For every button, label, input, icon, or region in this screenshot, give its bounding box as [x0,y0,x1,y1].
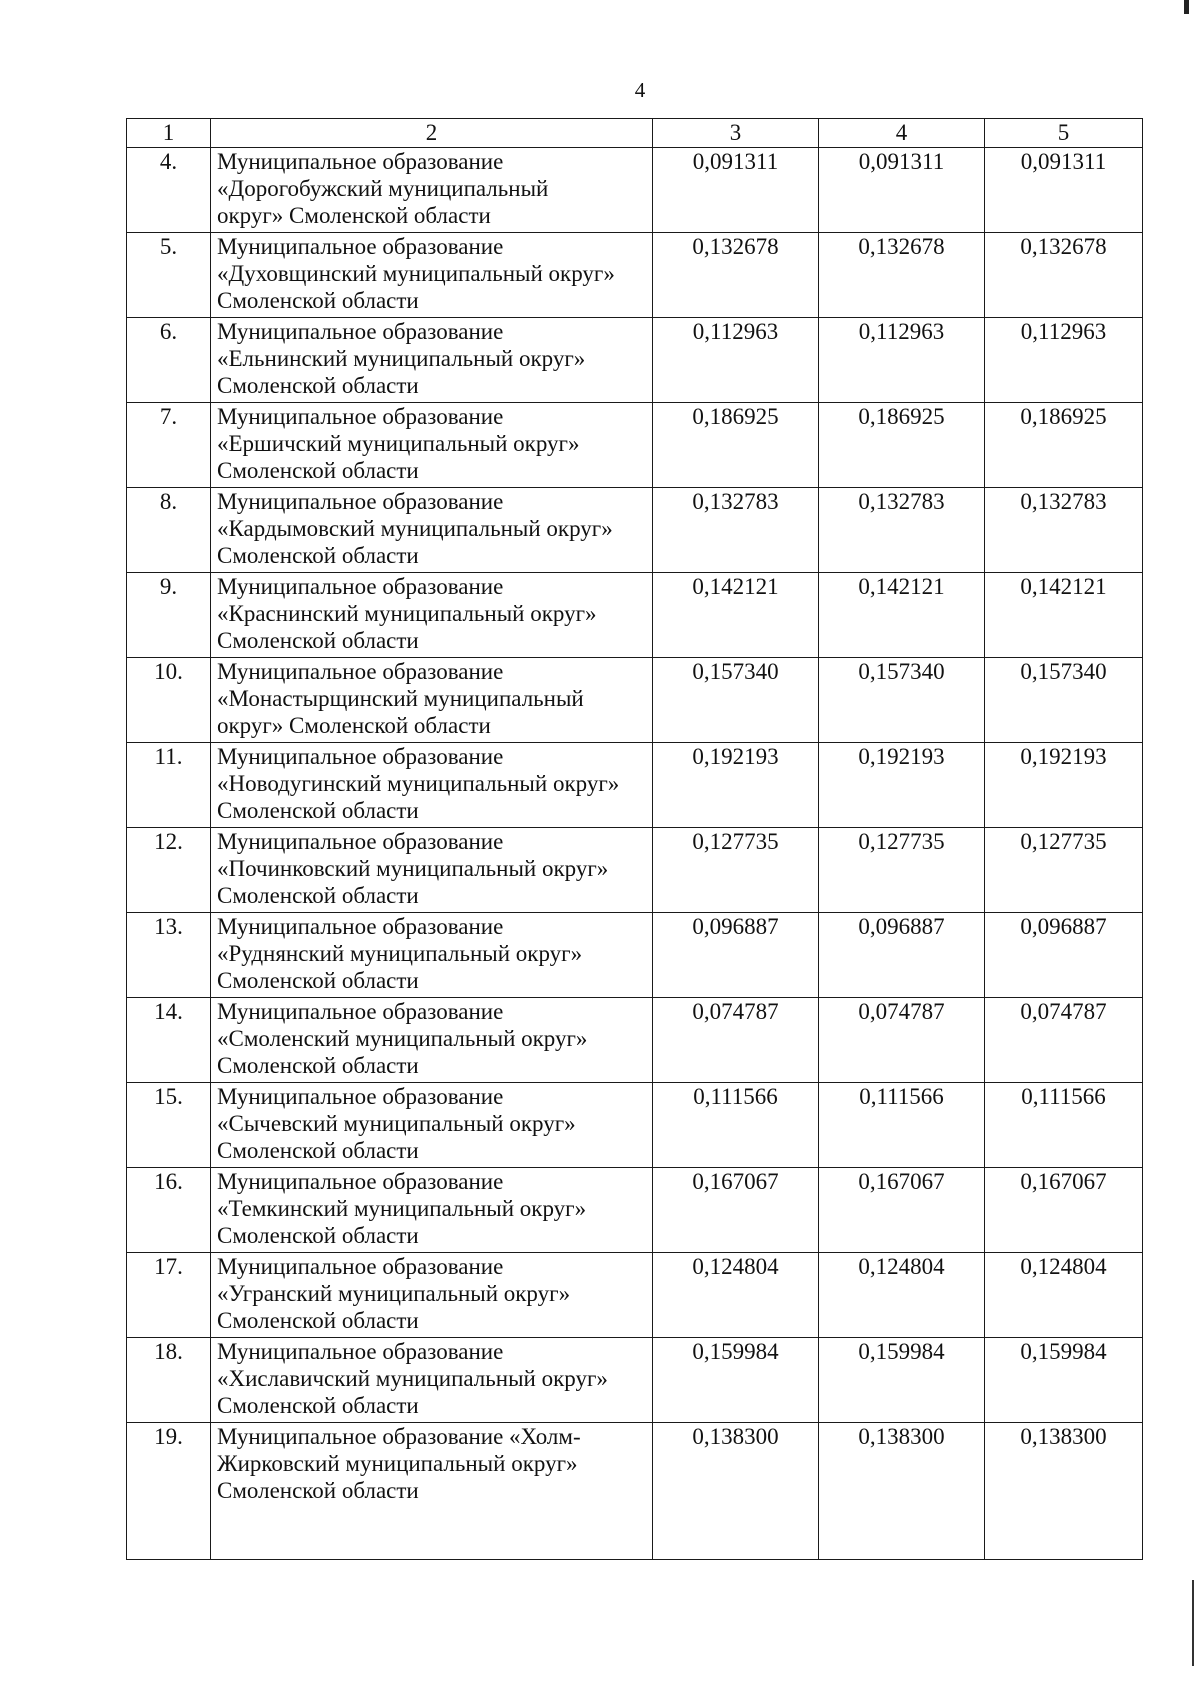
municipality-name [211,913,653,998]
municipality-name-line: «Ершичский муниципальный округ» [217,431,580,456]
municipality-name [211,1338,653,1423]
page-number: 4 [634,78,646,102]
value-c3: 0,112963 [653,318,819,403]
municipality-name [211,743,653,828]
value-c4: 0,091311 [819,148,985,233]
table-row [127,1253,1143,1338]
municipality-name-line: Муниципальное образование [217,744,504,769]
municipality-name-line: Смоленской области [217,1478,419,1503]
municipality-name-line: Муниципальное образование [217,829,504,854]
row-number: 4. [127,148,211,233]
municipality-name-line: Муниципальное образование [217,659,504,684]
municipality-name-line: Муниципальное образование [217,1169,504,1194]
table-row [127,743,1143,828]
value-c3: 0,074787 [653,998,819,1083]
row-number: 8. [127,488,211,573]
value-c5: 0,186925 [985,403,1143,488]
table-row [127,913,1143,998]
municipality-name [211,828,653,913]
table-row [127,1168,1143,1253]
column-header-2: 2 [211,119,653,148]
value-c4: 0,167067 [819,1168,985,1253]
value-c5: 0,132678 [985,233,1143,318]
table-row [127,233,1143,318]
row-number: 17. [127,1253,211,1338]
municipality-name-line: Смоленской области [217,628,419,653]
value-c3: 0,142121 [653,573,819,658]
municipality-name-line: «Ельнинский муниципальный округ» [217,346,586,371]
value-c4: 0,142121 [819,573,985,658]
municipality-name-line: Жирковский муниципальный округ» [217,1451,578,1476]
value-c5: 0,192193 [985,743,1143,828]
value-c5: 0,124804 [985,1253,1143,1338]
municipality-name [211,148,653,233]
municipality-name [211,233,653,318]
value-c3: 0,132783 [653,488,819,573]
value-c3: 0,091311 [653,148,819,233]
value-c3: 0,167067 [653,1168,819,1253]
municipality-name-line: «Краснинский муниципальный округ» [217,601,597,626]
municipality-name [211,488,653,573]
value-c4: 0,074787 [819,998,985,1083]
column-header-5: 5 [985,119,1143,148]
scan-margin-line [1192,1580,1194,1666]
value-c3: 0,096887 [653,913,819,998]
value-c5: 0,074787 [985,998,1143,1083]
value-c4: 0,159984 [819,1338,985,1423]
row-number: 13. [127,913,211,998]
value-c5: 0,132783 [985,488,1143,573]
row-number: 12. [127,828,211,913]
municipality-name-line: Муниципальное образование [217,319,504,344]
scan-edge-mark [1184,0,1189,14]
municipality-name-line: Смоленской области [217,543,419,568]
municipality-name-line: «Новодугинский муниципальный округ» [217,771,620,796]
table-body [127,119,1143,1560]
value-c5: 0,157340 [985,658,1143,743]
value-c4: 0,127735 [819,828,985,913]
value-c4: 0,138300 [819,1423,985,1560]
municipality-name [211,1168,653,1253]
municipality-name-line: Муниципальное образование [217,574,504,599]
municipality-name-line: Муниципальное образование [217,1254,504,1279]
value-c3: 0,111566 [653,1083,819,1168]
value-c4: 0,132783 [819,488,985,573]
municipality-name-line: «Дорогобужский муниципальный [217,176,549,201]
value-c3: 0,157340 [653,658,819,743]
value-c3: 0,132678 [653,233,819,318]
municipality-name-line: Муниципальное образование [217,999,504,1024]
municipality-name-line: Смоленской области [217,1308,419,1333]
value-c3: 0,186925 [653,403,819,488]
table-row [127,318,1143,403]
value-c5: 0,142121 [985,573,1143,658]
municipality-name-line: Муниципальное образование [217,1084,504,1109]
value-c3: 0,192193 [653,743,819,828]
row-number: 7. [127,403,211,488]
municipality-name [211,658,653,743]
municipality-name-line: Муниципальное образование «Холм- [217,1424,581,1449]
municipality-name-line: «Духовщинский муниципальный округ» [217,261,615,286]
municipality-name-line: «Монастырщинский муниципальный [217,686,584,711]
row-number: 11. [127,743,211,828]
municipality-name-line: Муниципальное образование [217,914,504,939]
municipality-name-line: округ» Смоленской области [217,203,491,228]
row-number: 18. [127,1338,211,1423]
row-number: 16. [127,1168,211,1253]
value-c5: 0,112963 [985,318,1143,403]
table-row [127,998,1143,1083]
municipality-name-line: Смоленской области [217,1223,419,1248]
row-number: 10. [127,658,211,743]
value-c4: 0,111566 [819,1083,985,1168]
municipality-name [211,1253,653,1338]
row-number: 19. [127,1423,211,1560]
value-c3: 0,124804 [653,1253,819,1338]
value-c4: 0,112963 [819,318,985,403]
value-c5: 0,111566 [985,1083,1143,1168]
municipality-name-line: «Хиславичский муниципальный округ» [217,1366,608,1391]
municipality-name-line: «Смоленский муниципальный округ» [217,1026,588,1051]
value-c3: 0,138300 [653,1423,819,1560]
municipality-name-line: Муниципальное образование [217,404,504,429]
value-c5: 0,091311 [985,148,1143,233]
municipality-name-line: «Руднянский муниципальный округ» [217,941,583,966]
municipality-name-line: Смоленской области [217,373,419,398]
municipality-name-line: «Починковский муниципальный округ» [217,856,609,881]
value-c4: 0,132678 [819,233,985,318]
table-row [127,828,1143,913]
municipality-name-line: Смоленской области [217,1393,419,1418]
municipality-name-line: «Темкинский муниципальный округ» [217,1196,587,1221]
municipality-name [211,403,653,488]
value-c4: 0,186925 [819,403,985,488]
table-row [127,148,1143,233]
municipality-name-line: «Сычевский муниципальный округ» [217,1111,576,1136]
municipality-name-line: Смоленской области [217,798,419,823]
value-c4: 0,157340 [819,658,985,743]
municipality-name-line: Муниципальное образование [217,1339,504,1364]
municipality-name-line: «Угранский муниципальный округ» [217,1281,571,1306]
municipality-name-line: Муниципальное образование [217,149,504,174]
value-c5: 0,159984 [985,1338,1143,1423]
municipality-name-line: «Кардымовский муниципальный округ» [217,516,613,541]
row-number: 15. [127,1083,211,1168]
municipality-name [211,1083,653,1168]
municipality-name-line: Муниципальное образование [217,489,504,514]
row-number: 6. [127,318,211,403]
municipality-name-line: Смоленской области [217,968,419,993]
value-c4: 0,096887 [819,913,985,998]
column-header-1: 1 [127,119,211,148]
municipality-name [211,998,653,1083]
municipality-name-line: Смоленской области [217,1138,419,1163]
value-c4: 0,192193 [819,743,985,828]
table-row [127,1338,1143,1423]
value-c5: 0,127735 [985,828,1143,913]
municipality-name [211,1423,653,1560]
row-number: 5. [127,233,211,318]
value-c3: 0,159984 [653,1338,819,1423]
column-header-4: 4 [819,119,985,148]
municipality-name [211,573,653,658]
table-row [127,1423,1143,1560]
municipality-name-line: Смоленской области [217,883,419,908]
row-number: 9. [127,573,211,658]
table-row [127,488,1143,573]
value-c3: 0,127735 [653,828,819,913]
municipality-name-line: округ» Смоленской области [217,713,491,738]
data-table [126,118,1143,1560]
column-header-3: 3 [653,119,819,148]
municipality-name-line: Смоленской области [217,1053,419,1078]
value-c5: 0,138300 [985,1423,1143,1560]
municipality-name-line: Смоленской области [217,458,419,483]
municipality-name-line: Муниципальное образование [217,234,504,259]
table-row [127,573,1143,658]
table-row [127,1083,1143,1168]
value-c4: 0,124804 [819,1253,985,1338]
row-number: 14. [127,998,211,1083]
value-c5: 0,167067 [985,1168,1143,1253]
table-header-row [127,119,1143,148]
table-row [127,658,1143,743]
value-c5: 0,096887 [985,913,1143,998]
table-row [127,403,1143,488]
municipality-name [211,318,653,403]
municipality-name-line: Смоленской области [217,288,419,313]
